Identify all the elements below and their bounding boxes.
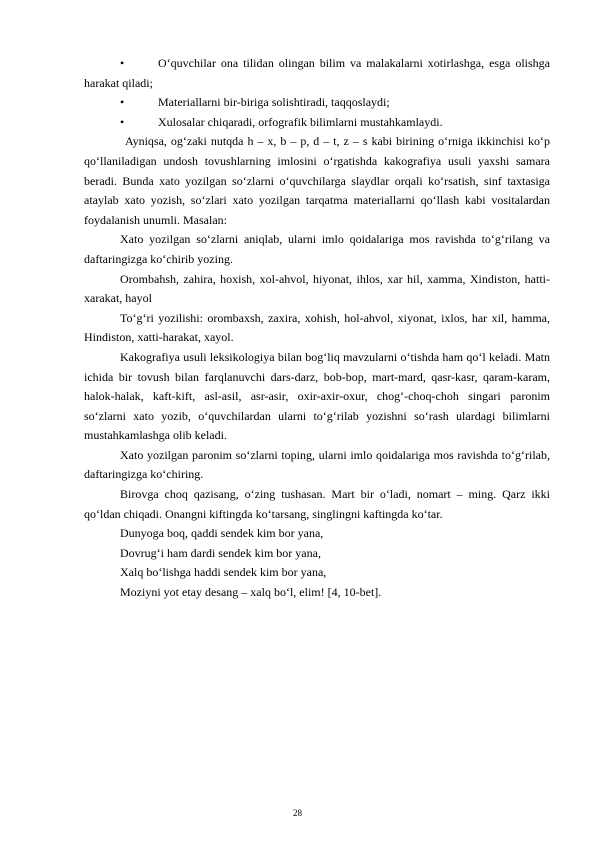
bullet-text: Xulosalar chiqaradi, orfografik bilimlarni mustahkamlaydi.: [158, 114, 443, 129]
paragraph: Xato yozilgan so‘zlarni aniqlab, ularni imlo qoidalariga mos ravishda to‘g‘rilang va daftaringizga ko‘chirib yozing.: [84, 232, 550, 266]
poem-line: Moziyni yot etay desang – xalq bo‘l, elim! [4, 10-bet].: [120, 585, 382, 600]
poem-line: Dovrug‘i ham dardi sendek kim bor yana,: [120, 545, 321, 560]
page-number: 28: [293, 808, 302, 818]
paragraph: Ayniqsa, og‘zaki nutqda h – x, b – p, d – t, z – s kabi birining o‘rniga ikkinchisi ko‘p qo‘llaniladigan undosh tovushlarning imlosini o‘rgatishda kakografiya usuli yaxshi samara beradi. Bunda xato yozilgan so‘zlarni o‘quvchilarga slaydlar orqali ko‘rsatish, sinf taxtasiga ataylab xato yozish, so‘zlari xato yozilgan tarqatma materiallarni qo‘llash kabi vositalardan foydalanish unumli. Masalan:: [84, 134, 550, 227]
poem-line: Xalq bo‘lishga haddi sendek kim bor yana,: [120, 565, 327, 580]
bullet-item-3: [84, 113, 550, 133]
paragraph: Xato yozilgan paronim so‘zlarni toping, ularni imlo qoidalariga mos ravishda to‘g‘rilab, daftaringizga ko‘chiring.: [84, 447, 550, 482]
poem-line: Dunyoga boq, qaddi sendek kim bor yana,: [120, 526, 324, 541]
bullet-text: Materiallarni bir-biriga solishtiradi, taqqoslaydi;: [158, 95, 390, 110]
paragraph: Birovga choq qazisang, o‘zing tushasan. Mart bir o‘ladi, nomart – ming. Qarz ikki qo‘ldan chiqadi. Onangni kiftingda ko‘tarsang, singlingni kaftingda ko‘tar.: [84, 487, 550, 521]
text-column: [84, 54, 550, 603]
paragraph: Orombahsh, zahira, hoxish, xol-ahvol, hiyonat, ihlos, xar hil, xamma, Xindiston, hatti-xarakat, hayol: [84, 271, 550, 306]
bullet-item-1: [84, 54, 550, 93]
paragraph: To‘g‘ri yozilishi: orombaxsh, zaxira, xohish, hol-ahvol, xiyonat, ixlos, har xil, hamma, Hindiston, xatti-harakat, xayol.: [84, 310, 550, 345]
bullet-symbol: •: [120, 56, 125, 70]
bullet-symbol: •: [120, 114, 125, 129]
bullet-symbol: •: [120, 95, 125, 110]
bullet-item-2: [84, 93, 550, 113]
paragraph: Kakografiya usuli leksikologiya bilan bog‘liq mavzularni o‘tishda ham qo‘l keladi. Matn ichida bir tovush bilan farqlanuvchi dars-darz, bob-bop, mart-mard, qasr-kasr, qaram-karam, halok-halak, kaft-kift, asl-asil, asr-asir, oxir-axir-oxur, chog‘-choq-choh singari paronim so‘zlarni xato yozib, o‘quvchilardan ularni to‘g‘rilab yozishni so‘rash ulardagi bilimlarni mustahkamlashga olib keladi.: [84, 349, 550, 443]
bullet-text: O‘quvchilar ona tilidan olingan bilim va malakalarni xotirlashga, esga olishga harakat qiladi;: [84, 56, 550, 90]
